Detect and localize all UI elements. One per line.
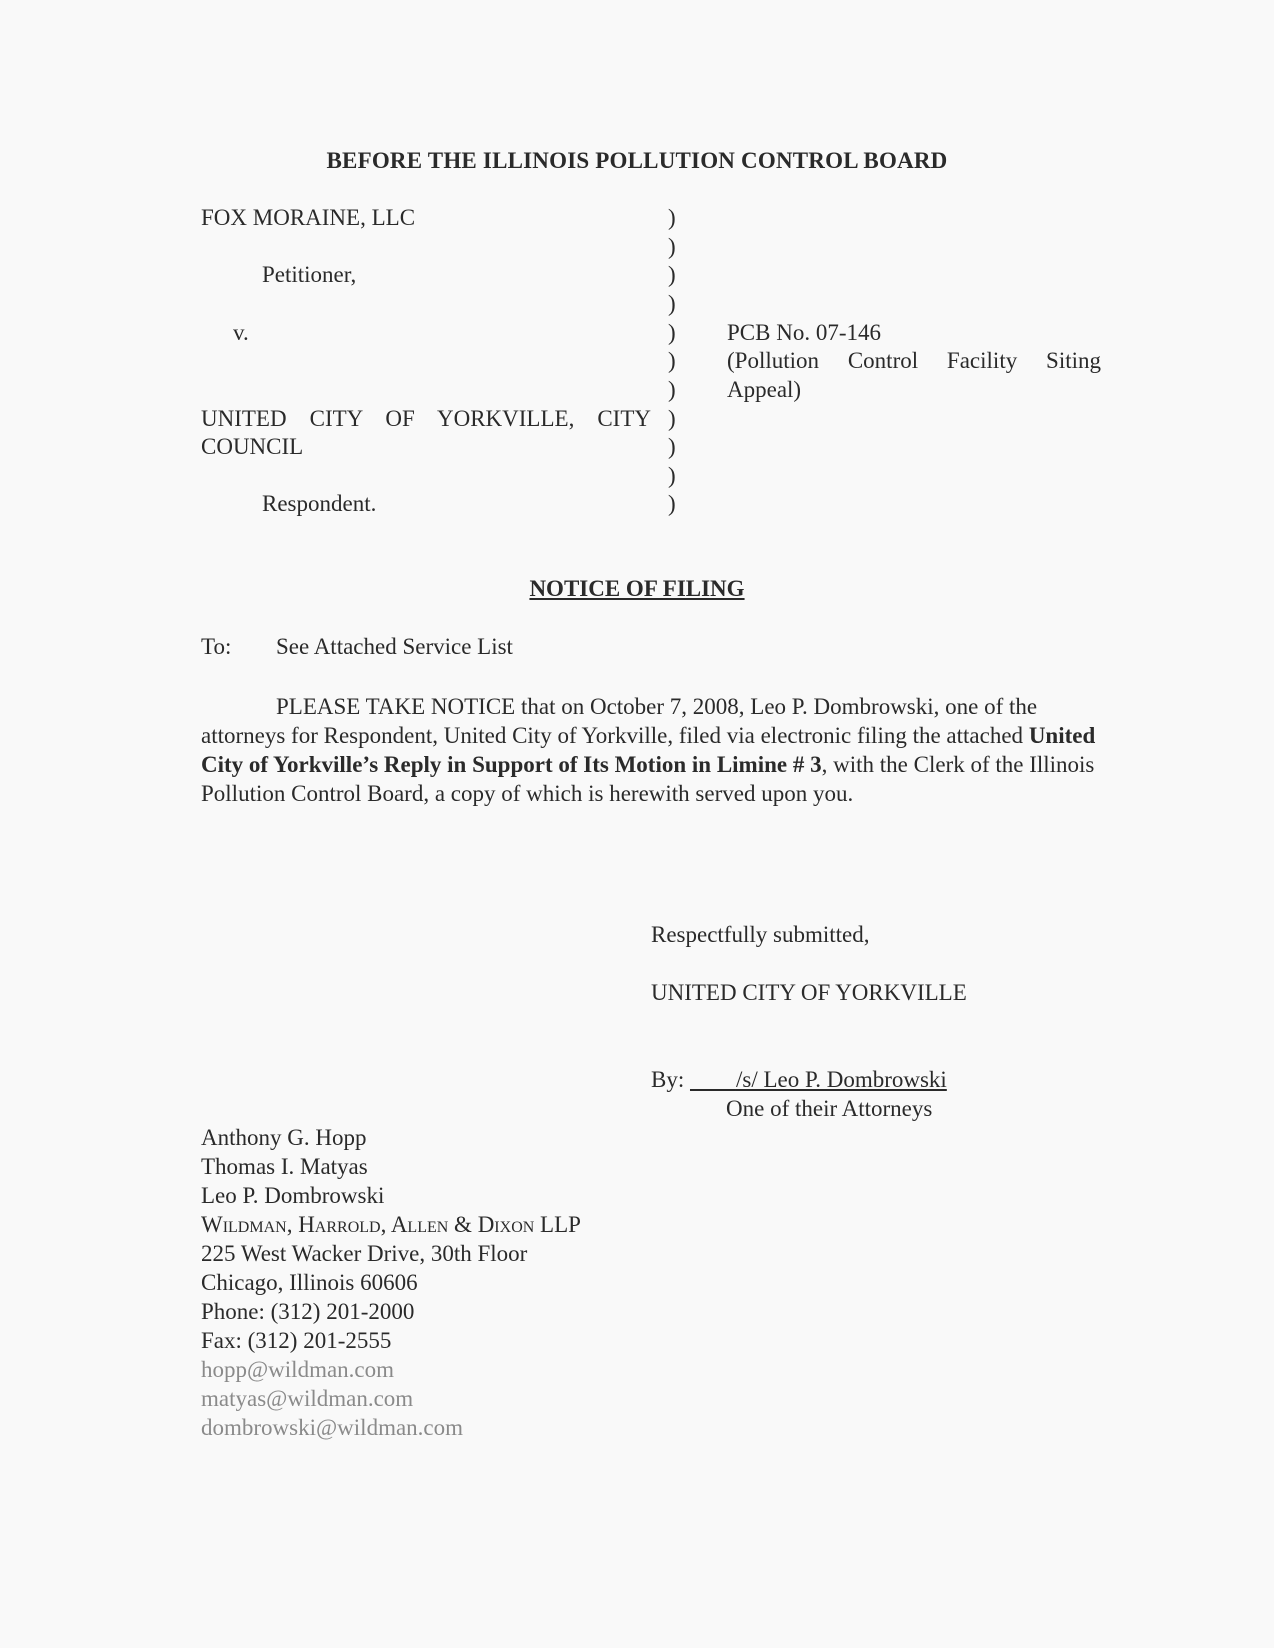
email-link[interactable]: hopp@wildman.com (201, 1357, 395, 1382)
respondent-name-text: UNITED CITY OF YORKVILLE, CITY (201, 406, 651, 431)
caption-paren: ) (668, 434, 676, 459)
caption-paren: ) (668, 377, 676, 402)
by-label: By: (651, 1067, 685, 1092)
firm-fax: Fax: (312) 201-2555 (201, 1328, 392, 1353)
email-link[interactable]: dombrowski@wildman.com (201, 1415, 464, 1440)
attorney-name: Thomas I. Matyas (201, 1154, 368, 1179)
closing-text: Respectfully submitted, (651, 922, 870, 947)
filed-document-title: United City of Yorkville’s Reply in Support of Its Motion in Limine # 3 (201, 723, 1096, 777)
versus-label: v. (233, 320, 249, 345)
caption-paren: ) (668, 205, 676, 230)
caption-paren: ) (668, 262, 676, 287)
caption-paren: ) (668, 291, 676, 316)
petitioner-label: Petitioner, (262, 262, 357, 287)
notice-heading: NOTICE OF FILING (529, 576, 745, 601)
respondent-name-line2: COUNCIL (201, 434, 304, 459)
caption-paren: ) (668, 320, 676, 345)
caption-paren: ) (668, 348, 676, 373)
case-type-line1: (Pollution Control Facility Siting (727, 348, 1101, 373)
signature-line (651, 1067, 947, 1093)
notice-paragraph (201, 692, 1101, 808)
law-firm-name: Wildman, Harrold, Allen & Dixon LLP (201, 1212, 581, 1237)
attorney-name: Leo P. Dombrowski (201, 1183, 385, 1208)
case-number: PCB No. 07-146 (727, 320, 881, 345)
attorney-name: Anthony G. Hopp (201, 1125, 367, 1150)
to-label: To: (201, 634, 232, 659)
notice-text-part1: PLEASE TAKE NOTICE that on October 7, 2008, Leo P. Dombrowski, one of the attorneys for Respondent, United City of Yorkville, filed via electronic filing the attached (201, 694, 1038, 748)
respondent-label: Respondent. (262, 491, 377, 516)
signing-party: UNITED CITY OF YORKVILLE (651, 980, 967, 1005)
to-value: See Attached Service List (276, 634, 513, 659)
case-type-line2: Appeal) (727, 377, 802, 402)
attorney-role: One of their Attorneys (726, 1096, 933, 1121)
caption-paren: ) (668, 234, 676, 259)
notice-text-part2: , with the Clerk of the Illinois Pollution Control Board, a copy of which is herewith served upon you. (201, 752, 1095, 806)
respondent-name-line1 (201, 406, 651, 432)
firm-address-street: 225 West Wacker Drive, 30th Floor (201, 1241, 528, 1266)
caption-paren: ) (668, 463, 676, 488)
signature-value (690, 1067, 947, 1092)
email-link[interactable]: matyas@wildman.com (201, 1386, 414, 1411)
board-title: BEFORE THE ILLINOIS POLLUTION CONTROL BOARD (326, 148, 948, 173)
caption-paren: ) (668, 406, 676, 431)
firm-phone: Phone: (312) 201-2000 (201, 1299, 415, 1324)
petitioner-name: FOX MORAINE, LLC (201, 205, 416, 230)
firm-address-city: Chicago, Illinois 60606 (201, 1270, 418, 1295)
signed-name: /s/ Leo P. Dombrowski (735, 1067, 947, 1092)
caption-paren: ) (668, 491, 676, 516)
